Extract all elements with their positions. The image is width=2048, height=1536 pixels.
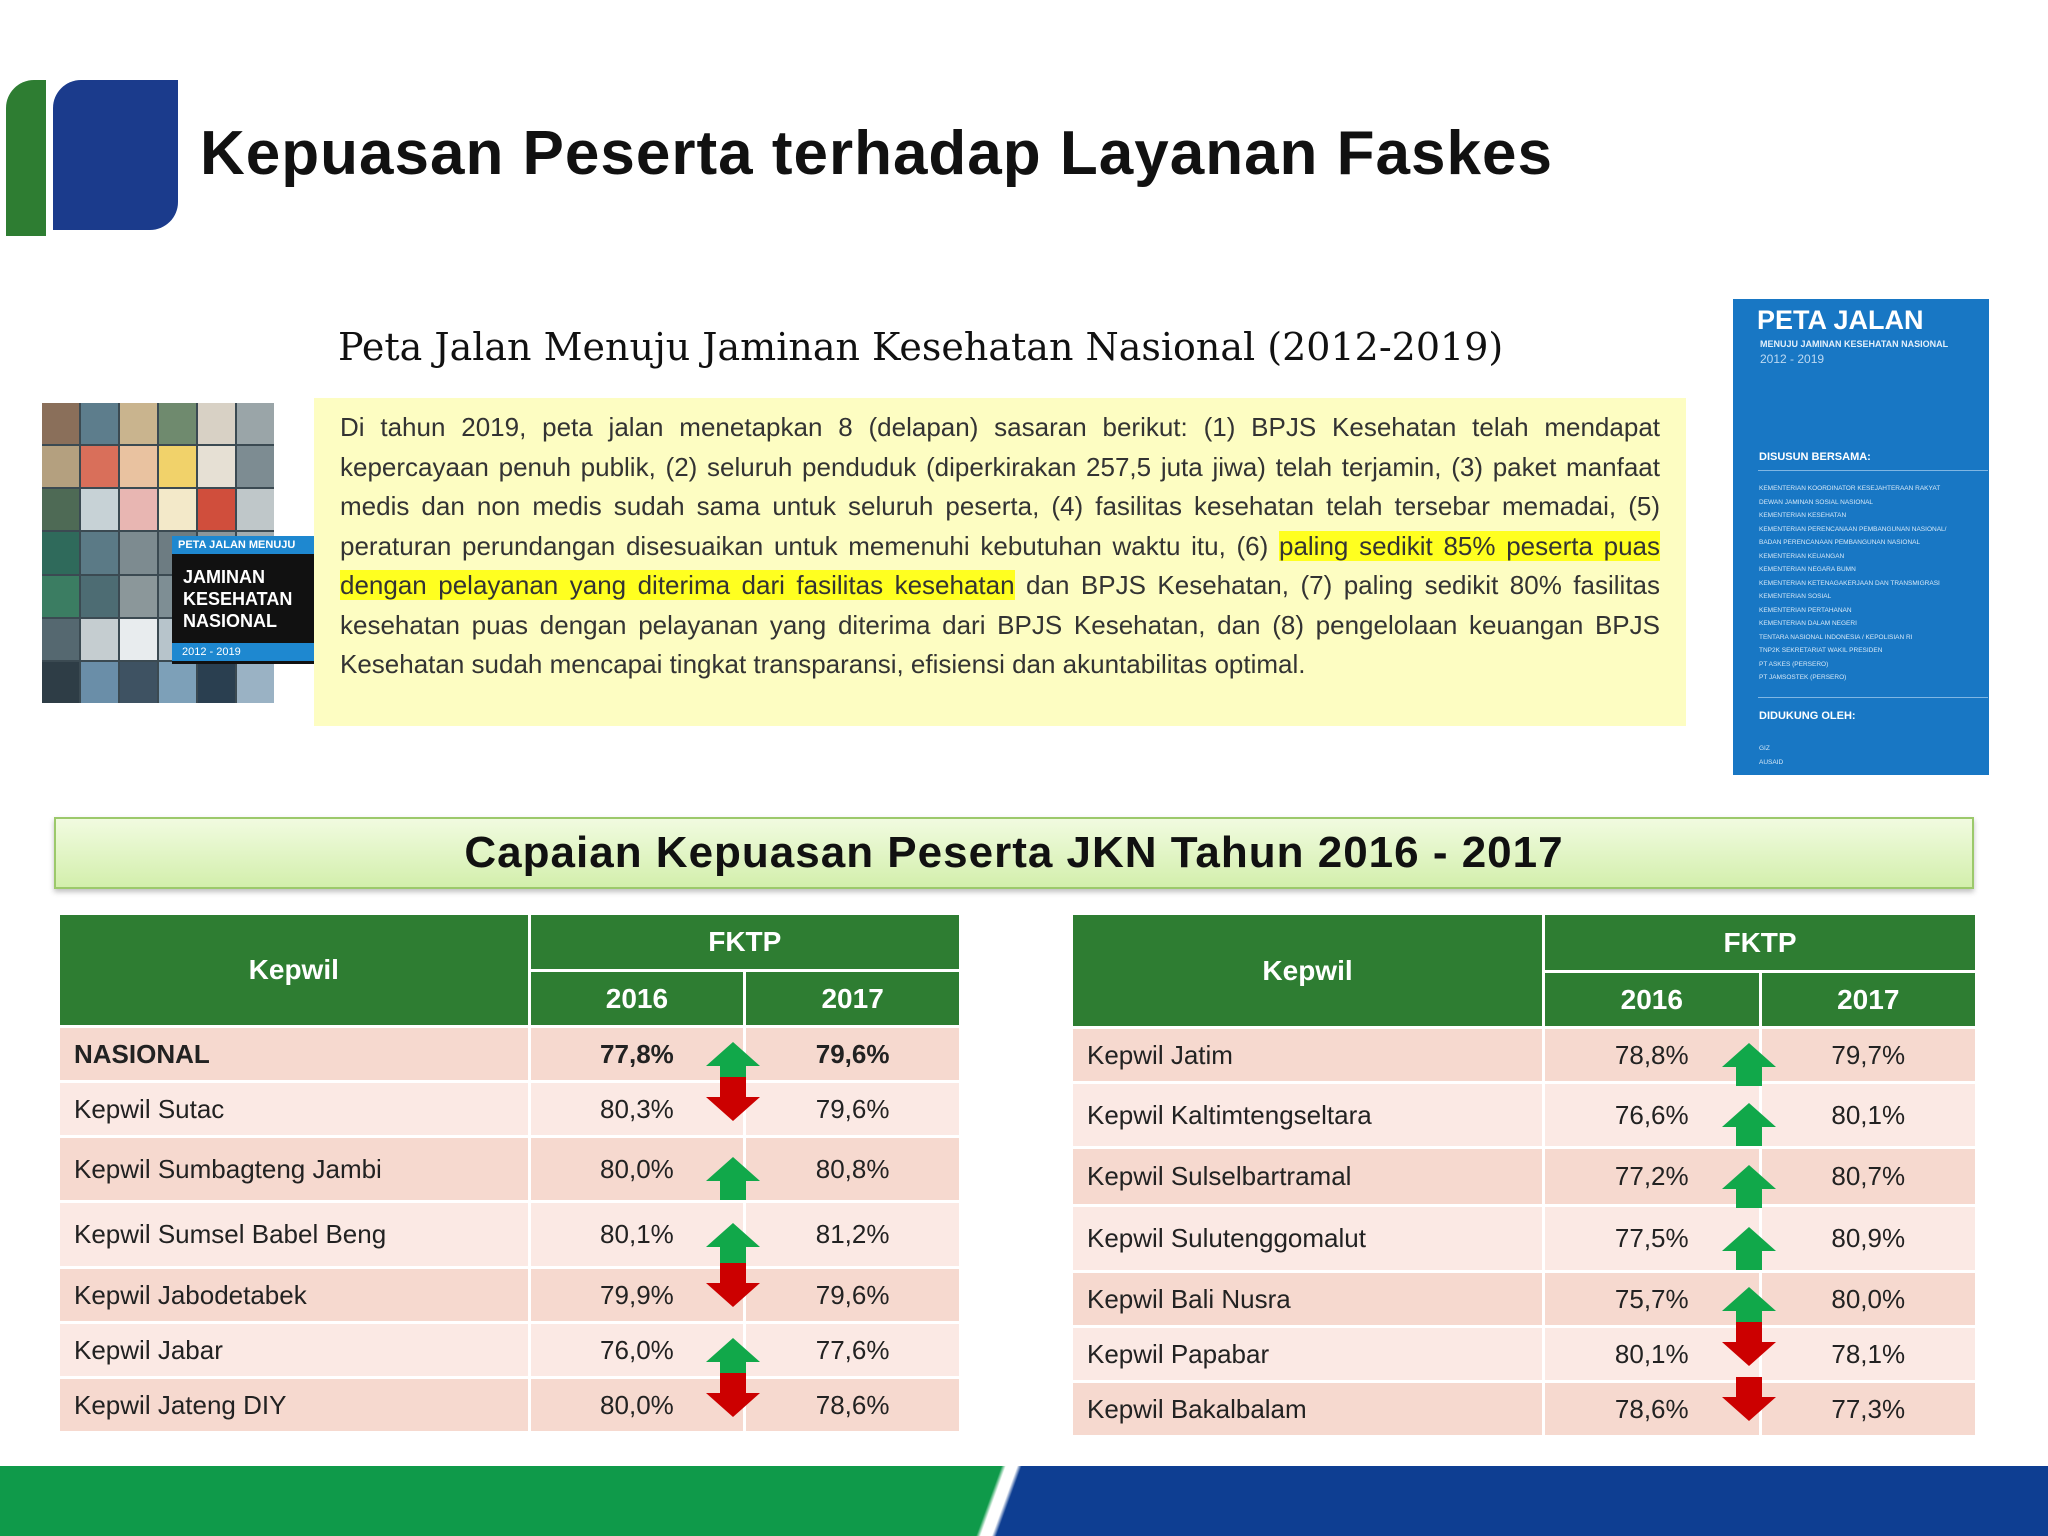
table-row	[1073, 1084, 1975, 1146]
cover-right-year: 2012 - 2019	[1760, 352, 1825, 366]
cover-right-disusun-list	[1759, 482, 1946, 685]
arrow-up-icon	[706, 1157, 760, 1181]
value-2017-cell	[746, 1028, 959, 1080]
value-2017: 78,6%	[815, 1390, 890, 1420]
cover-list-item: PT ASKES (PERSERO)	[1759, 660, 1829, 668]
kepwil-name: Kepwil Jabar	[60, 1324, 528, 1376]
value-2017-cell	[746, 1324, 959, 1376]
value-2016: 77,8%	[531, 1028, 744, 1080]
value-2016: 80,1%	[531, 1203, 744, 1266]
header-kepwil: Kepwil	[60, 915, 528, 1025]
cover-title: JAMINAN KESEHATAN NASIONAL	[183, 567, 293, 631]
cover-list-item: KEMENTERIAN SOSIAL	[1759, 593, 1832, 600]
table-row	[1073, 1149, 1975, 1204]
arrow-up-icon	[706, 1042, 760, 1066]
value-2017: 77,3%	[1831, 1394, 1906, 1424]
cover-list-item: KEMENTERIAN KESEHATAN	[1759, 512, 1847, 519]
value-2017-cell	[1762, 1149, 1975, 1204]
kepwil-name: Kepwil Kaltimtengseltara	[1073, 1084, 1542, 1146]
kepwil-name: Kepwil Jateng DIY	[60, 1379, 528, 1431]
value-2017: 79,6%	[815, 1039, 890, 1069]
value-2017-cell	[746, 1379, 959, 1431]
header-kepwil: Kepwil	[1073, 915, 1542, 1026]
cover-list-item: TNP2K SEKRETARIAT WAKIL PRESIDEN	[1759, 647, 1883, 654]
excerpt-text-before: Di tahun 2019, peta jalan menetapkan 8 (delapan) sasaran berikut: (1) BPJS Kesehatan telah mendapat kepercayaan penuh publik, (2) seluruh penduduk (diperkirakan 257,5 juta jiwa) telah terjamin, (3) paket manfaat medis dan non medis sudah sama untuk seluruh peserta, (4) fasilitas kesehatan telah tersebar memadai, (5) peraturan perundangan disesuaikan untuk memenuhi kebutuhan waktu itu, (6)	[340, 412, 1660, 561]
value-2017-cell	[1762, 1029, 1975, 1081]
table-row	[1073, 1273, 1975, 1325]
value-2017: 80,7%	[1831, 1161, 1906, 1191]
value-2017: 79,6%	[815, 1280, 890, 1310]
cover-right-didukung-label: DIDUKUNG OLEH:	[1759, 710, 1856, 722]
arrow-up-icon	[706, 1338, 760, 1362]
cover-list-item: KEMENTERIAN PERTAHANAN	[1759, 606, 1852, 614]
value-2017-cell	[1762, 1084, 1975, 1146]
value-2016: 77,2%	[1545, 1149, 1758, 1204]
value-2017: 79,7%	[1831, 1040, 1906, 1070]
cover-list-item: KEMENTERIAN KEUANGAN	[1759, 552, 1845, 560]
arrow-down-icon	[1722, 1342, 1776, 1366]
table-row	[60, 1269, 959, 1321]
value-2016: 78,8%	[1545, 1029, 1758, 1081]
cover-list-item: BADAN PERENCANAAN PEMBANGUNAN NASIONAL	[1759, 539, 1921, 546]
value-2017-cell	[1762, 1383, 1975, 1435]
header-fktp: FKTP	[531, 915, 959, 969]
arrow-down-icon	[706, 1283, 760, 1307]
value-2016: 76,6%	[1545, 1084, 1758, 1146]
book-cover-left	[42, 403, 296, 703]
value-2016: 75,7%	[1545, 1273, 1758, 1325]
cover-year: 2012 - 2019	[172, 643, 315, 661]
excerpt-heading: Peta Jalan Menuju Jaminan Kesehatan Nasional (2012-2019)	[338, 325, 1504, 369]
excerpt-text-after: dan BPJS Kesehatan, (7) paling sedikit 80% fasilitas kesehatan puas dengan pelayanan yang diterima dari BPJS Kesehatan, dan (8) pengelolaan keuangan BPJS Kesehatan sudah mencapai tingkat transparansi, efisiensi dan akuntabilitas optimal.	[340, 570, 1661, 679]
cover-strip-label: PETA JALAN MENUJU	[172, 536, 315, 554]
value-2017: 80,9%	[1831, 1223, 1906, 1253]
arrow-up-icon	[1722, 1043, 1776, 1067]
header-2016: 2016	[1545, 973, 1758, 1026]
header-2017: 2017	[746, 972, 959, 1025]
arrow-up-icon	[1722, 1165, 1776, 1189]
table-row	[1073, 1207, 1975, 1270]
table-row	[60, 1379, 959, 1431]
arrow-up-icon	[1722, 1287, 1776, 1311]
value-2016: 77,5%	[1545, 1207, 1758, 1270]
value-2017: 80,8%	[815, 1154, 890, 1184]
logo-blue-shape	[53, 80, 178, 230]
value-2017-cell	[1762, 1207, 1975, 1270]
excerpt-highlight: paling sedikit 85% peserta puas dengan pelayanan yang diterima dari fasilitas kesehatan	[340, 530, 1661, 600]
kepwil-name: Kepwil Sumbagteng Jambi	[60, 1138, 528, 1200]
kepwil-name: Kepwil Sulutenggomalut	[1073, 1207, 1542, 1270]
cover-list-item: PT JAMSOSTEK (PERSERO)	[1759, 674, 1847, 681]
kepwil-name: Kepwil Papabar	[1073, 1328, 1542, 1380]
value-2017: 79,6%	[815, 1094, 890, 1124]
header-2016: 2016	[531, 972, 744, 1025]
value-2017: 80,0%	[1831, 1284, 1906, 1314]
logo-green-shape	[6, 80, 46, 236]
value-2016: 79,9%	[531, 1269, 744, 1321]
table-row	[1073, 1328, 1975, 1380]
arrow-down-icon	[706, 1393, 760, 1417]
arrow-up-icon	[706, 1223, 760, 1247]
cover-right-disusun-label: DISUSUN BERSAMA:	[1759, 451, 1871, 463]
results-banner: Capaian Kepuasan Peserta JKN Tahun 2016 - 2017	[54, 817, 1974, 889]
cover-list-item: GIZ	[1759, 745, 1770, 752]
value-2016: 80,1%	[1545, 1328, 1758, 1380]
kepwil-name: Kepwil Jabodetabek	[60, 1269, 528, 1321]
kepwil-name: Kepwil Sumsel Babel Beng	[60, 1203, 528, 1266]
cover-list-item: KEMENTERIAN DALAM NEGERI	[1759, 620, 1857, 627]
page-title: Kepuasan Peserta terhadap Layanan Faskes	[200, 119, 1553, 188]
kepwil-name: Kepwil Jatim	[1073, 1029, 1542, 1081]
value-2017-cell	[746, 1203, 959, 1266]
value-2017-cell	[746, 1138, 959, 1200]
table-row	[60, 1324, 959, 1376]
value-2017: 81,2%	[815, 1219, 890, 1249]
footer-divider	[900, 1466, 1100, 1536]
cover-list-item: DEWAN JAMINAN SOSIAL NASIONAL	[1759, 498, 1874, 506]
cover-right-divider	[1758, 697, 1988, 698]
arrow-up-icon	[1722, 1103, 1776, 1127]
arrow-up-icon	[1722, 1227, 1776, 1251]
value-2017-cell	[1762, 1328, 1975, 1380]
cover-list-item: KEMENTERIAN NEGARA BUMN	[1759, 566, 1856, 573]
value-2017: 80,1%	[1831, 1100, 1906, 1130]
header-2017: 2017	[1762, 973, 1975, 1026]
table-row	[60, 1138, 959, 1200]
header-fktp: FKTP	[1545, 915, 1975, 970]
arrow-down-icon	[706, 1097, 760, 1121]
kepwil-name: Kepwil Sulselbartramal	[1073, 1149, 1542, 1204]
table-row	[1073, 1383, 1975, 1435]
excerpt-box	[314, 398, 1686, 726]
value-2017-cell	[1762, 1273, 1975, 1325]
cover-list-item: TENTARA NASIONAL INDONESIA / KEPOLISIAN RI	[1759, 633, 1913, 641]
cover-right-didukung-list	[1759, 742, 1783, 769]
cover-list-item: KEMENTERIAN KOORDINATOR KESEJAHTERAAN RAKYAT	[1759, 485, 1941, 492]
satisfaction-table-left	[57, 912, 962, 1434]
kepwil-name: Kepwil Bali Nusra	[1073, 1273, 1542, 1325]
value-2017-cell	[746, 1269, 959, 1321]
kepwil-name: Kepwil Bakalbalam	[1073, 1383, 1542, 1435]
arrow-down-icon	[1722, 1397, 1776, 1421]
satisfaction-table-right	[1070, 912, 1978, 1438]
table-row	[60, 1028, 959, 1080]
value-2016: 80,3%	[531, 1083, 744, 1135]
value-2017: 77,6%	[815, 1335, 890, 1365]
value-2017: 78,1%	[1831, 1339, 1906, 1369]
footer-blue-band	[1000, 1466, 2048, 1536]
table-row	[1073, 1029, 1975, 1081]
cover-list-item: KEMENTERIAN PERENCANAAN PEMBANGUNAN NASIONAL/	[1759, 525, 1947, 533]
table-row	[60, 1083, 959, 1135]
cover-list-item: AUSAID	[1759, 758, 1784, 766]
kepwil-name: Kepwil Sutac	[60, 1083, 528, 1135]
cover-right-divider	[1758, 470, 1988, 471]
value-2016: 80,0%	[531, 1138, 744, 1200]
cover-right-title: PETA JALAN	[1757, 305, 1924, 335]
cover-right-subtitle: MENUJU JAMINAN KESEHATAN NASIONAL	[1760, 339, 1949, 349]
value-2016: 76,0%	[531, 1324, 744, 1376]
table-row	[60, 1203, 959, 1266]
value-2017-cell	[746, 1083, 959, 1135]
kepwil-name: NASIONAL	[60, 1028, 528, 1080]
value-2016: 78,6%	[1545, 1383, 1758, 1435]
value-2016: 80,0%	[531, 1379, 744, 1431]
cover-list-item: KEMENTERIAN KETENAGAKERJAAN DAN TRANSMIGRASI	[1759, 579, 1940, 587]
